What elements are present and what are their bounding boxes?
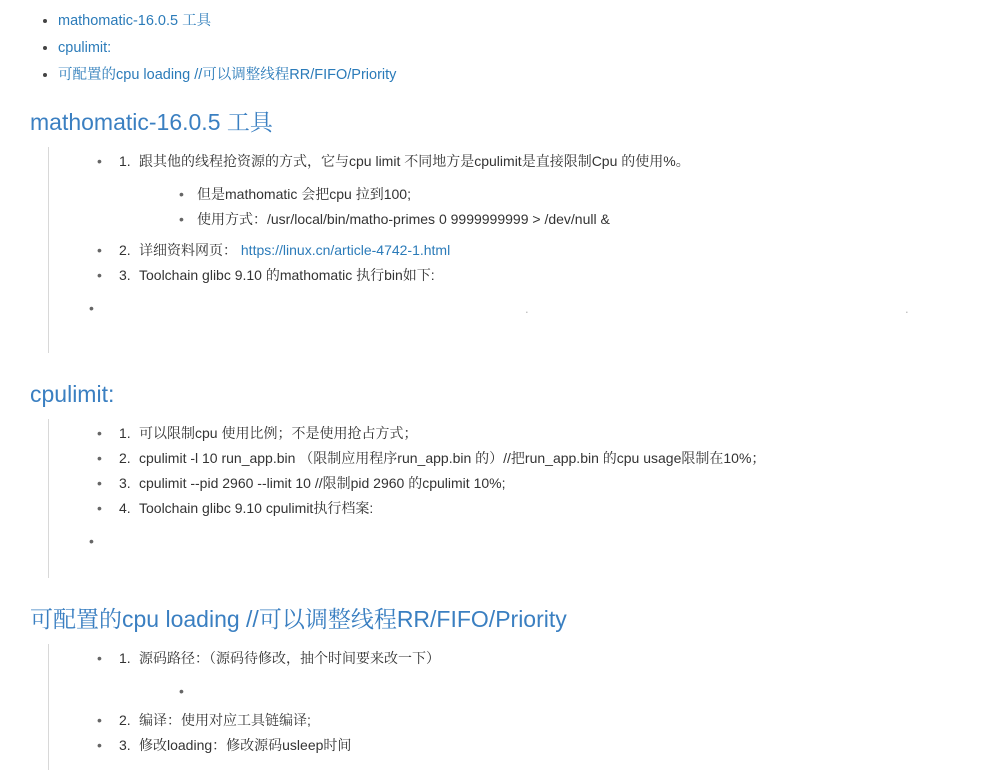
empty-bullet-item — [89, 531, 981, 550]
list-number: • 1. — [119, 425, 131, 441]
spacer — [49, 560, 981, 568]
list-number: • 3. — [119, 267, 131, 283]
list-text: 编译：使用对应工具链编译; — [139, 712, 311, 728]
list-item — [97, 423, 981, 444]
section-body-mathomatic — [48, 147, 981, 353]
ordered-list-mathomatic — [49, 151, 981, 286]
toc-item — [58, 64, 981, 85]
toc-link-mathomatic[interactable]: mathomatic-16.0.5 工具 — [58, 13, 212, 29]
attachment-placeholder-bullet — [49, 531, 981, 550]
toc-item — [58, 10, 981, 31]
toc-link-cpulimit[interactable]: cpulimit: — [58, 40, 112, 56]
empty-bullet-item — [179, 681, 981, 700]
attachment-placeholder-bullet — [139, 681, 981, 700]
list-number: • 2. — [119, 450, 131, 466]
list-text: cpulimit --pid 2960 --limit 10 //限制pid 2960 的cpulimit 10%; — [139, 475, 506, 491]
ordered-list-cpulimit — [49, 423, 981, 519]
list-item — [97, 151, 981, 230]
section-body-cpu-loading — [48, 644, 981, 770]
list-text: 详细资料网页： — [139, 242, 237, 258]
list-number: • 2. — [119, 242, 131, 258]
list-text: 可以限制cpu 使用比例；不是使用抢占方式； — [139, 425, 418, 441]
list-item — [97, 240, 981, 261]
list-item — [97, 735, 981, 756]
section-body-cpulimit — [48, 419, 981, 578]
section-heading-cpulimit: cpulimit: — [30, 381, 115, 407]
sub-list-item: • 使用方式：/usr/local/bin/matho-primes 0 9999999999 > /dev/null & — [179, 209, 981, 230]
article-link[interactable]: https://linux.cn/article-4742-1.html — [240, 242, 451, 258]
list-number: • 3. — [119, 475, 131, 491]
table-of-contents — [0, 10, 981, 85]
list-item — [97, 710, 981, 731]
list-number: • 3. — [119, 737, 131, 753]
toc-item — [58, 37, 981, 58]
list-text: Toolchain glibc 9.10 的mathomatic 执行bin如下: — [139, 267, 435, 283]
ordered-list-cpu-loading — [49, 648, 981, 756]
faint-dot: • . — [525, 301, 529, 316]
spacer — [49, 327, 981, 343]
toc-link-cpu-loading[interactable]: 可配置的cpu loading //可以调整线程RR/FIFO/Priority — [58, 67, 397, 83]
faint-marks — [107, 298, 981, 316]
list-number: • 1. — [119, 650, 131, 666]
list-number: • 4. — [119, 500, 131, 516]
list-item — [97, 648, 981, 700]
section-heading-mathomatic: mathomatic-16.0.5 工具 — [30, 109, 273, 135]
list-text: 跟其他的线程抢资源的方式，它与cpu limit 不同地方是cpulimit是直接限制Cpu 的使用%。 — [139, 153, 690, 169]
list-number: • 1. — [119, 153, 131, 169]
list-item — [97, 498, 981, 519]
list-text: 修改loading：修改源码usleep时间 — [139, 737, 352, 753]
document-page — [0, 10, 981, 777]
list-item — [97, 473, 981, 494]
empty-bullet-item — [89, 298, 981, 317]
attachment-placeholder-bullet — [49, 298, 981, 317]
list-text: cpulimit -l 10 run_app.bin （限制应用程序run_app.bin 的）//把run_app.bin 的cpu usage限制在10%； — [139, 450, 766, 466]
list-text: Toolchain glibc 9.10 cpulimit执行档案: — [139, 500, 374, 516]
faint-dot: . — [905, 301, 909, 316]
list-text: 源码路径：（源码待修改，抽个时间要来改一下） — [139, 650, 440, 666]
list-item — [97, 448, 981, 469]
list-number: • 2. — [119, 712, 131, 728]
sub-list-item: • 但是mathomatic 会把cpu 拉到100; — [179, 184, 981, 205]
list-item — [97, 265, 981, 286]
sub-list — [139, 184, 981, 230]
section-heading-cpu-loading: 可配置的cpu loading //可以调整线程RR/FIFO/Priority — [30, 606, 567, 632]
